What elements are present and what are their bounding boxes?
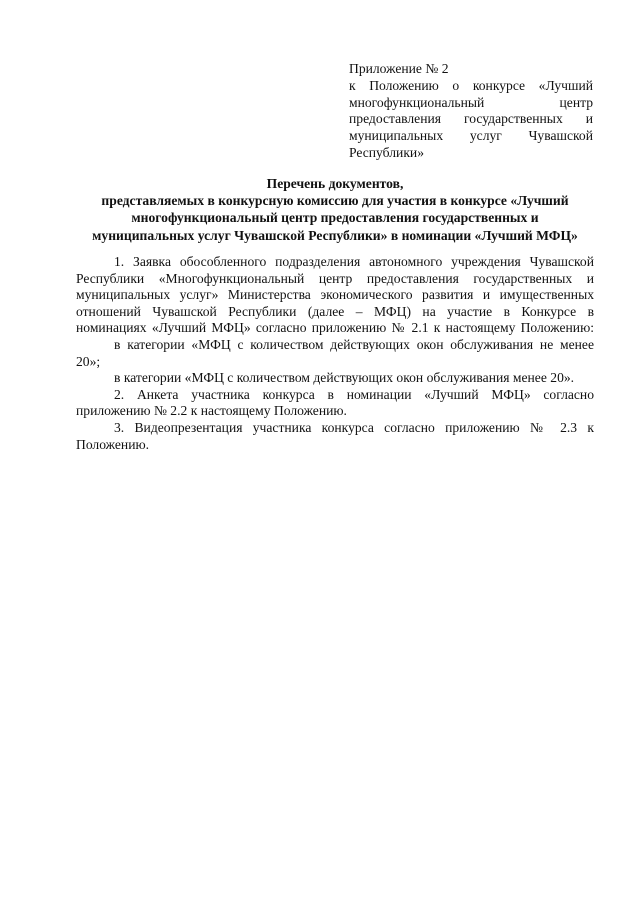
title-line-1: Перечень документов,	[266, 176, 404, 191]
item-2-line-1: 2. Анкета участника конкурса в номинации «Лучший МФЦ» согласно	[114, 386, 594, 402]
title-line-2: представляемых в конкурсную комиссию для участия в конкурсе «Лучший	[101, 193, 569, 209]
category-1-line-2: 20»;	[76, 353, 101, 369]
item-1-line-5: номинациях «Лучший МФЦ» согласно приложению № 2.1 к настоящему Положению:	[76, 320, 594, 336]
item-2-line-2: приложению № 2.2 к настоящему Положению.	[76, 403, 347, 419]
category-1-line-1: в категории «МФЦ с количеством действующих окон обслуживания не менее	[114, 336, 594, 352]
title-line-3: многофункциональный центр предоставления государственных и	[131, 210, 539, 226]
document-body	[76, 254, 594, 453]
appendix-line-5: муниципальных услуг Чувашской	[349, 128, 593, 144]
appendix-header	[349, 61, 593, 162]
item-1-line-4: отношений Чувашской Республики (далее – МФЦ) на участие в Конкурсе в	[76, 303, 594, 319]
appendix-line-2: к Положению о конкурсе «Лучший	[349, 77, 593, 93]
item-1-line-1: 1. Заявка обособленного подразделения автономного учреждения Чувашской	[114, 254, 594, 269]
item-1-line-3: муниципальных услуг» Министерства экономического развития и имущественных	[76, 287, 594, 303]
appendix-line-4: предоставления государственных и	[349, 111, 593, 127]
item-3-line-1: 3. Видеопрезентация участника конкурса согласно приложению № 2.3 к	[114, 419, 594, 435]
title-line-4: муниципальных услуг Чувашской Республики» в номинации «Лучший МФЦ»	[92, 227, 578, 243]
appendix-line-6: Республики»	[349, 144, 424, 160]
item-3-line-2: Положению.	[76, 436, 150, 452]
appendix-number: Приложение № 2	[349, 61, 449, 76]
appendix-line-3: многофункциональный центр	[349, 94, 593, 110]
category-2-line: в категории «МФЦ с количеством действующих окон обслуживания менее 20».	[114, 370, 575, 386]
document-title	[76, 175, 594, 244]
item-1-line-2: Республики «Многофункциональный центр предоставления государственных и	[76, 270, 594, 286]
